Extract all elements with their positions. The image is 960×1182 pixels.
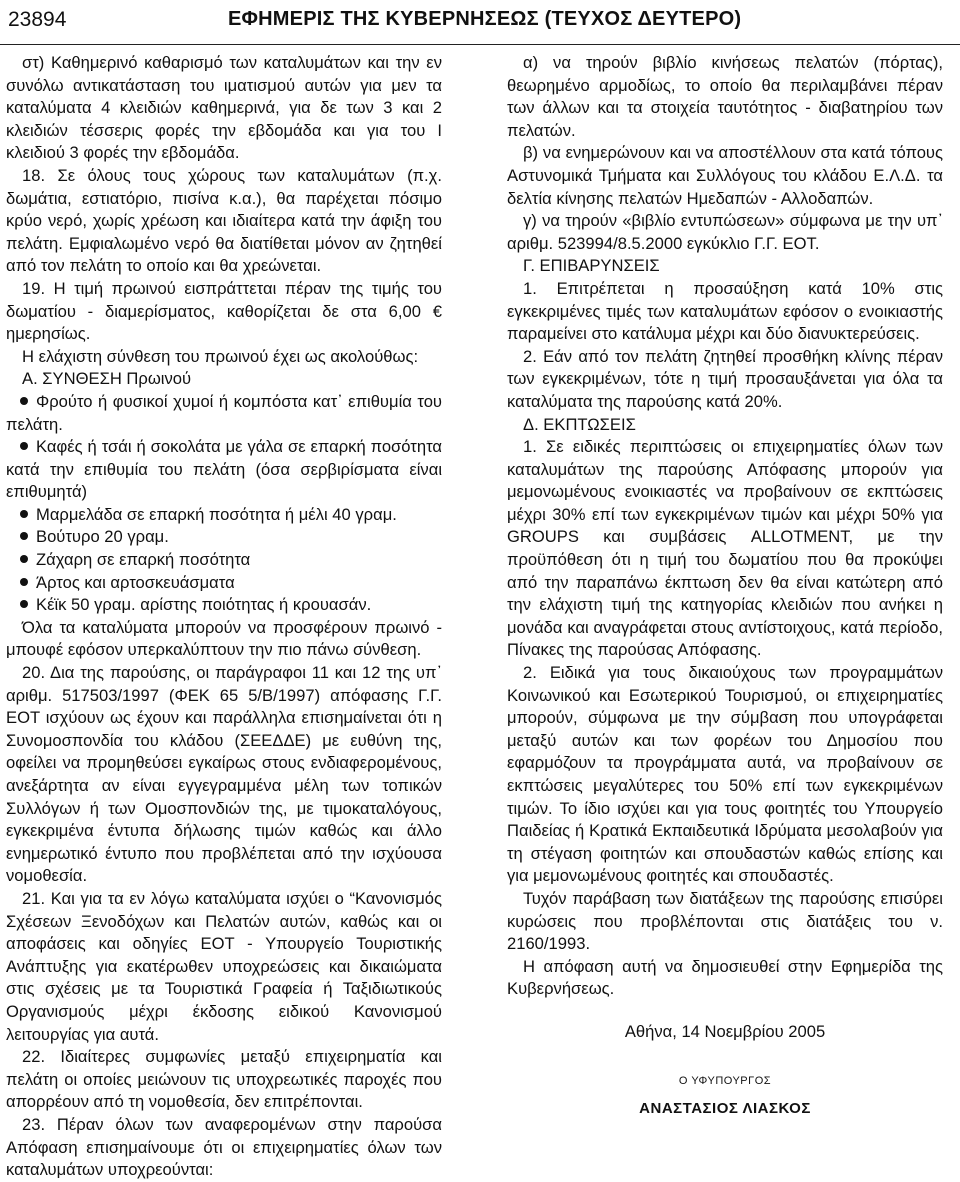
paragraph-surcharge-1: 1. Επιτρέπεται η προσαύξηση κατά 10% στις εγκεκριμένες τιμές των καταλυμάτων εφόσον ο ενοικιαστής παραμείνει στο κατάλυμα μέχρι και δύο διανυκτερεύσεις. [507,278,943,344]
bullet-dot-icon [20,600,28,608]
paragraph-19-breakfast-price: 19. Η τιμή πρωινού εισπράττεται πέραν της τιμής του δωματίου - διαμερίσματος, καθορίζεται δε στα 6,00 € ημερησίως. [6,278,442,344]
section-heading-surcharges: Γ. ΕΠΙΒΑΡΥΝΣΕΙΣ [523,256,660,276]
paragraph-c-impressions: γ) να τηρούν «βιβλίο εντυπώσεων» σύμφωνα με την υπ᾽ αριθμ. 523994/8.5.2000 εγκύκλιο Γ.Γ. ΕΟΤ. [507,211,943,253]
bullet-dot-icon [20,532,28,540]
paragraph-discount-2: 2. Ειδικά για τους δικαιούχους των προγραμμάτων Κοινωνικού και Εσωτερικού Τουρισμού, οι επιχειρηματίες μπορούν, σύμφωνα με την σύμβαση που υπογράφεται μεταξύ αυτών και των φορέων του Δημοσίου που εφαρμόζουν τα προγράμματα αυτά, να προβαίνουν σε εκπτώσεις μεγαλύτερες του 50% επί των εγκεκριμένων τιμών. Το ίδιο ισχύει και για τους φοιτητές του Υπουργείο Παιδείας ή Κρατικά Εκπαιδευτικά Ιδρύματα μεσολαβούν για τη στέγαση φοιτητών και σπουδαστών καθώς επίσης και για μεμονωμένους φοιτητές και σπουδαστές. [507,663,943,886]
breakfast-section-title: Α. ΣΥΝΘΕΣΗ Πρωινού [22,369,192,389]
list-item: Βούτυρο 20 γραμ. [6,526,442,549]
left-column [6,52,442,1182]
list-item: Ζάχαρη σε επαρκή ποσότητα [6,549,442,572]
paragraph-20: 20. Δια της παρούσης, οι παράγραφοι 11 και 12 της υπ᾽ αριθμ. 517503/1997 (ΦΕΚ 65 5/Β/1997) απόφασης Γ.Γ. ΕΟΤ ισχύουν ως έχουν και παράλληλα επισημαίνεται ότι η Συνομοσπονδία του κλάδου (ΣΕΕΔΔΕ) με ευθύνη της, οφείλει να προμηθεύσει εγκαίρως στους ενδιαφερομένους, ανεξάρτητα αν είναι εγγεγραμμένα μέλη των τοπικών Συλλόγων ή των Ομοσπονδιών της, με τιμοκαταλόγους, εγκεκριμένα έντυπα δήλωσης τιμών καθώς και άλλο ενημερωτικό έντυπο που προβλέπεται από την ισχύουσα νομοθεσία. [6,663,442,886]
page-number: 23894 [8,8,67,31]
paragraph-penalties: Τυχόν παράβαση των διατάξεων της παρούσης επισύρει κυρώσεις που προβλέπονται στις διατάξεις του ν. 2160/1993. [507,888,943,954]
list-item: Μαρμελάδα σε επαρκή ποσότητα ή μέλι 40 γραμ. [6,504,442,527]
bullet-dot-icon [20,555,28,563]
section-heading-discounts: Δ. ΕΚΠΤΩΣΕΙΣ [523,414,636,434]
list-item: Κέϊκ 50 γραμ. αρίστης ποιότητας ή κρουασάν. [6,594,442,617]
paragraph-23: 23. Πέραν όλων των αναφερομένων στην παρούσα Απόφαση επισημαίνουμε ότι οι επιχειρηματίες όλων των καταλυμάτων υποχρεούνται: [6,1114,442,1180]
page-header [0,0,960,45]
list-item: Άρτος και αρτοσκευάσματα [6,572,442,595]
paragraph-buffet: Όλα τα καταλύματα μπορούν να προσφέρουν πρωινό - μπουφέ εφόσον υπερκαλύπτουν την πιο πάνω σύνθεση. [6,617,442,660]
signature-date: Αθήνα, 14 Νοεμβρίου 2005 [624,1021,826,1041]
bullet-dot-icon [20,578,28,586]
gazette-title: ΕΦΗΜΕΡΙΣ ΤΗΣ ΚΥΒΕΡΝΗΣΕΩΣ (ΤΕΥΧΟΣ ΔΕΥΤΕΡΟ) [228,8,742,30]
list-item: Καφές ή τσάι ή σοκολάτα με γάλα σε επαρκή ποσότητα κατά την επιθυμία του πελάτη (όσα σερβιρίσματα είναι επιθυμητά) [6,437,442,502]
paragraph-publication: Η απόφαση αυτή να δημοσιευθεί στην Εφημερίδα της Κυβερνήσεως. [507,956,943,999]
paragraph-a-guest-book: α) να τηρούν βιβλίο κινήσεως πελατών (πόρτας), θεωρημένο αρμοδίως, το οποίο θα περιλαμβάνει πέραν των άλλων και τα στοιχεία ταυτότητος - διαβατηρίου των πελατών. [507,53,943,140]
paragraph-b-police: β) να ενημερώνουν και να αποστέλλουν στα κατά τόπους Αστυνομικά Τμήματα και Συλλόγους του κλάδου Ε.Λ.Δ. τα δελτία κίνησης πελατών Ημεδαπών - Αλλοδαπών. [507,143,943,208]
paragraph-laundry: στ) Καθημερινό καθαρισμό των καταλυμάτων και την εν συνόλω αντικατάσταση του ιματισμού αυτών για μεν τα καταλύματα 4 κλειδιών καθημερινά, για δε των 3 και 2 κλειδιών τέσσερις φορές την εβδομάδα και για του Ι κλειδιού 3 φορές την εβδομάδα. [6,53,442,163]
signature-name: ΑΝΑΣΤΑΣΙΟΣ ΛΙΑΣΚΟΣ [639,1100,811,1118]
bullet-dot-icon [20,442,28,450]
paragraph-18-water: 18. Σε όλους τους χώρους των καταλυμάτων (π.χ. δωμάτια, εστιατόριο, πισίνα κ.α.), θα παρέχεται πόσιμο κρύο νερό, χωρίς χρέωση και ιδιαίτερα κατά την άφιξη του πελάτη. Εμφιαλωμένο νερό θα διατίθεται μόνον αν ζητηθεί από τον πελάτη το οποίο και θα χρεώνεται. [6,165,442,276]
list-item: Φρούτο ή φυσικοί χυμοί ή κομπόστα κατ᾽ επιθυμία του πελάτη. [6,391,442,434]
right-column [507,52,943,1121]
paragraph-21: 21. Και για τα εν λόγω καταλύματα ισχύει ο “Κανονισμός Σχέσεων Ξενοδόχων και Πελατών αυτών, καθώς και οι αποφάσεις και οδηγίες ΕΟΤ - Υπουργείο Τουριστικής Ανάπτυξης για εκατέρωθεν υποχρεώσεις και δικαιώματα στις σχέσεις με τα Τουριστικά Γραφεία ή Ταξιδιωτικούς Οργανισμούς μέχρι έκδοσης ειδικού Κανονισμού λειτουργίας για αυτά. [6,888,442,1044]
signature-role: Ο ΥΦΥΠΟΥΡΓΟΣ [678,1074,772,1087]
bullet-dot-icon [20,510,28,518]
bullet-dot-icon [20,397,28,405]
paragraph-22: 22. Ιδιαίτερες συμφωνίες μεταξύ επιχειρηματία και πελάτη οι οποίες μειώνουν τις υποχρεωτικές παροχές που απορρέουν από τη νομοθεσία, δεν επιτρέπονται. [6,1047,442,1112]
paragraph-surcharge-2: 2. Εάν από τον πελάτη ζητηθεί προσθήκη κλίνης πέραν των εγκεκριμένων, τότε η τιμή προσαυξάνεται για όλα τα καταλύματα της παρούσης κατά 20%. [507,346,943,411]
paragraph-discount-1: 1. Σε ειδικές περιπτώσεις οι επιχειρηματίες όλων των καταλυμάτων της παρούσης Απόφασης μπορούν για μεμονωμένους ενοικιαστές να προβαίνουν σε εκπτώσεις μέχρι 30% επί των εγκεκριμένων τιμών και μέχρι 50% για GROUPS και συμβάσεις ALLOTMENT, με την προϋπόθεση ότι η τιμή του δωματίου που θα προκύψει από την παραπάνω έκπτωση δεν θα είναι κατώτερη από την ελάχιστη τιμή της κατηγορίας κλειδιών που ανήκει η μονάδα και αναγράφεται στους αντίστοιχους, κατά περίοδο, Πίνακες της παρούσας Απόφασης. [507,437,943,660]
paragraph-breakfast-intro: Η ελάχιστη σύνθεση του πρωινού έχει ως ακολούθως: [22,346,419,366]
